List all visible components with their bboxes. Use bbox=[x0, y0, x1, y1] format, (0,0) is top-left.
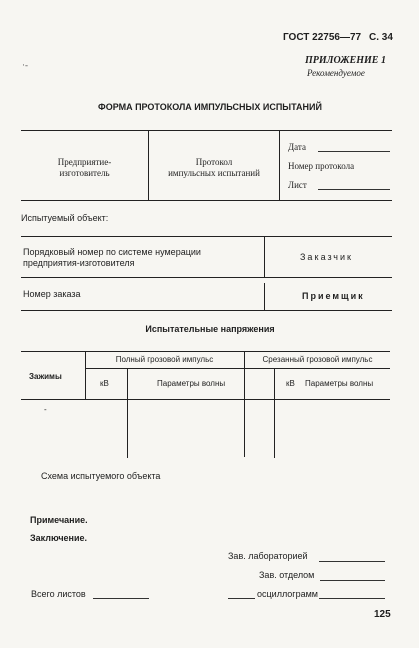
form-title: ФОРМА ПРОТОКОЛА ИМПУЛЬСНЫХ ИСПЫТАНИЙ bbox=[98, 102, 322, 112]
dept-head-signature-line bbox=[320, 580, 385, 581]
lab-head-label: Зав. лабораторией bbox=[228, 551, 308, 561]
note-label: Примечание. bbox=[30, 515, 88, 525]
oscillograms-count-field bbox=[228, 598, 255, 599]
full-kv-header: кВ bbox=[100, 379, 109, 388]
manufacturer-cell: Предприятие- изготовитель bbox=[22, 157, 147, 179]
sheet-field bbox=[318, 189, 390, 190]
full-wave-params-header: Параметры волны bbox=[157, 379, 226, 388]
serial-number-label: Порядковый номер по системе нумерации предприятия-изготовителя bbox=[23, 247, 201, 268]
acceptor-label: Приемщик bbox=[302, 291, 365, 301]
chopped-kv-header: кВ bbox=[286, 379, 295, 388]
oscillograms-field bbox=[319, 598, 385, 599]
customer-label: Заказчик bbox=[300, 252, 353, 262]
full-impulse-header: Полный грозовой импульс bbox=[115, 355, 214, 364]
recommended-label: Рекомендуемое bbox=[307, 68, 365, 78]
total-sheets-field bbox=[93, 598, 149, 599]
appendix-label: ПРИЛОЖЕНИЕ 1 bbox=[305, 55, 386, 66]
protocol-cell: Протокол импульсных испытаний bbox=[150, 157, 278, 179]
chopped-wave-params-header: Параметры волны bbox=[305, 379, 374, 388]
date-label: Дата bbox=[288, 142, 306, 152]
margin-mark: ·- bbox=[22, 60, 28, 70]
sheet-label: Лист bbox=[288, 180, 307, 190]
oscillograms-label: осциллограмм bbox=[257, 589, 318, 599]
dept-head-label: Зав. отделом bbox=[259, 570, 315, 580]
protocol-label: Протокол bbox=[195, 157, 233, 167]
row-marker: - bbox=[44, 405, 47, 414]
chopped-impulse-header: Срезанный грозовой импульс bbox=[262, 355, 373, 364]
test-voltages-title: Испытательные напряжения bbox=[145, 324, 275, 334]
lab-head-signature-line bbox=[319, 561, 385, 562]
conclusion-label: Заключение. bbox=[30, 533, 88, 543]
page-number: 125 bbox=[374, 609, 391, 620]
terminals-header: Зажимы bbox=[29, 372, 62, 381]
order-number-label: Номер заказа bbox=[23, 289, 81, 299]
total-sheets-label: Всего листов bbox=[31, 589, 86, 599]
test-object-label: Испытуемый объект: bbox=[21, 213, 109, 223]
page-reference: С. 34 bbox=[369, 32, 393, 43]
manufacturer-label: Предприятие- bbox=[57, 157, 112, 167]
scheme-label: Схема испытуемого объекта bbox=[41, 471, 161, 481]
protocol-number-label: Номер протокола bbox=[288, 161, 355, 171]
date-field bbox=[318, 151, 390, 152]
standard-number: ГОСТ 22756—77 bbox=[283, 32, 362, 43]
